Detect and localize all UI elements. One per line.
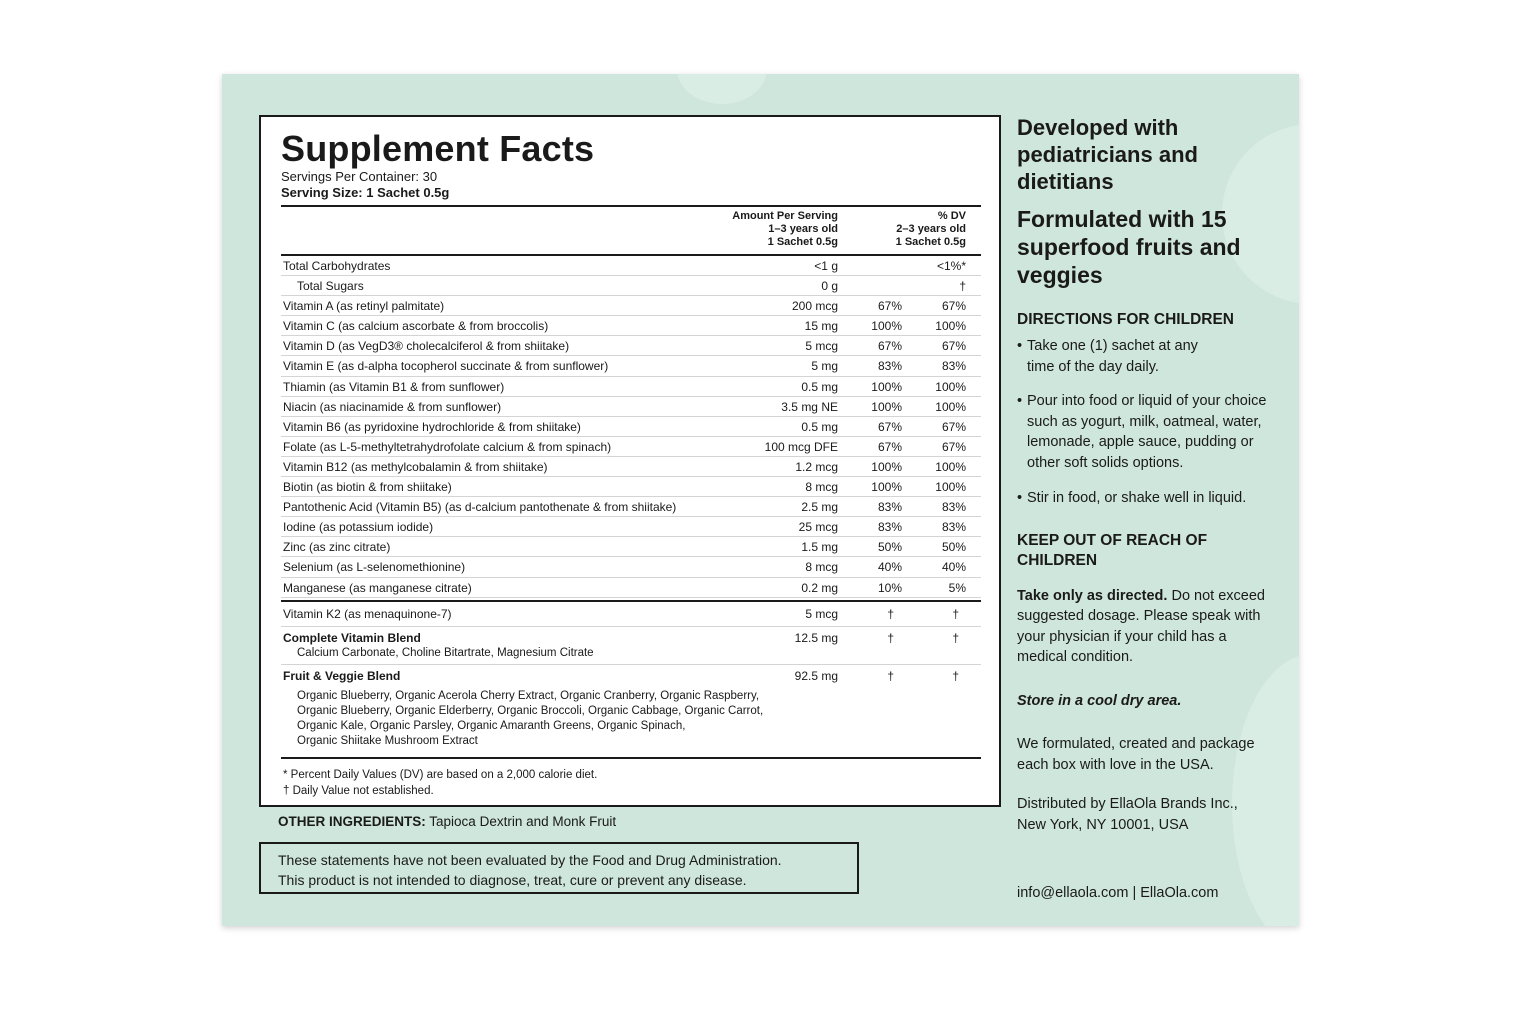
nutrient-name: Folate (as L-5-methyltetrahydrofolate calcium & from spinach): [283, 439, 612, 454]
divider: [281, 757, 981, 759]
nutrient-row: [281, 457, 981, 477]
nutrient-name: Total Sugars: [297, 279, 364, 294]
divider: [281, 205, 981, 207]
headline-formulated: Formulated with 15 superfood fruits and veggies: [1017, 206, 1241, 288]
nutrient-dv-2-3: 83%: [941, 359, 966, 374]
nutrient-dv-2-3: †: [959, 279, 966, 294]
nutrient-row: [281, 578, 981, 598]
nutrient-amount: 3.5 mg NE: [781, 399, 838, 414]
nutrient-amount: 8 mcg: [805, 560, 838, 575]
dv-header: % DV 2–3 years old 1 Sachet 0.5g: [895, 210, 966, 248]
direction-item: • Take one (1) sachet at any time of the day daily.: [1017, 336, 1287, 377]
nutrient-dv-2-3: 67%: [941, 299, 966, 314]
nutrient-amount: 15 mg: [804, 319, 838, 334]
nutrient-dv-2-3: 100%: [935, 480, 966, 495]
nutrient-amount: 1.2 mcg: [795, 459, 838, 474]
nutrient-amount: 0.2 mg: [801, 580, 838, 595]
nutrient-dv-2-3: <1%*: [936, 259, 966, 273]
vitamin-blend-row: Complete Vitamin Blend Calcium Carbonate, Choline Bitartrate, Magnesium Citrate 12.5 mg † †: [281, 627, 981, 665]
nutrient-dv-1-3: 100%: [871, 459, 902, 474]
nutrient-row: [281, 397, 981, 417]
headline-developed: Developed with pediatricians and dietitians: [1017, 115, 1198, 194]
other-ingredients-value: Tapioca Dextrin and Monk Fruit: [429, 814, 617, 829]
nutrient-row: [281, 256, 981, 276]
nutrient-dv-1-3: 100%: [871, 319, 902, 334]
nutrient-amount: 1.5 mg: [801, 540, 838, 555]
nutrient-amount: 0.5 mg: [801, 379, 838, 394]
nutrient-dv-1-3: 83%: [877, 359, 902, 374]
nutrient-name: Total Carbohydrates: [283, 259, 391, 273]
nutrient-dv-1-3: 100%: [871, 399, 902, 414]
footnote-dagger: † Daily Value not established.: [283, 784, 434, 797]
distributor: Distributed by EllaOla Brands Inc., New York, NY 10001, USA: [1017, 796, 1238, 833]
nutrient-row: [281, 477, 981, 497]
nutrient-dv-2-3: 67%: [941, 339, 966, 354]
nutrient-row: [281, 417, 981, 437]
nutrient-row: [281, 497, 981, 517]
product-box-back: [222, 74, 1299, 926]
nutrient-dv-2-3: 5%: [948, 580, 966, 595]
supplement-facts-panel: [259, 115, 1001, 807]
nutrient-name: Biotin (as biotin & from shiitake): [283, 480, 452, 495]
nutrient-dv-2-3: 50%: [941, 540, 966, 555]
nutrient-row: [281, 356, 981, 376]
nutrient-row: [281, 276, 981, 296]
nutrient-dv-1-3: 67%: [877, 439, 902, 454]
nutrient-dv-2-3: 100%: [935, 379, 966, 394]
nutrient-dv-1-3: 50%: [877, 540, 902, 555]
nutrient-row: [281, 437, 981, 457]
nutrient-dv-1-3: 67%: [877, 299, 902, 314]
storage-note: Store in a cool dry area.: [1017, 692, 1182, 709]
nutrient-amount: 8 mcg: [805, 480, 838, 495]
nutrient-name: Selenium (as L-selenomethionine): [283, 560, 466, 575]
nutrient-name: Vitamin A (as retinyl palmitate): [283, 299, 445, 314]
nutrient-dv-1-3: 67%: [877, 419, 902, 434]
nutrient-name: Vitamin B6 (as pyridoxine hydrochloride & from shiitake): [283, 419, 581, 434]
fda-disclaimer: These statements have not been evaluated by the Food and Drug Administration. This product is not intended to diagnose, treat, cure or prevent any disease.: [259, 842, 859, 894]
nutrient-row: [281, 377, 981, 397]
other-ingredients: [278, 814, 616, 829]
nutrient-name: Manganese (as manganese citrate): [283, 580, 472, 595]
nutrient-row: [281, 316, 981, 336]
nutrient-rows: [281, 256, 981, 598]
nutrient-name: Vitamin C (as calcium ascorbate & from broccolis): [283, 319, 549, 334]
nutrient-amount: <1 g: [814, 259, 838, 273]
other-ingredients-label: OTHER INGREDIENTS:: [278, 814, 426, 829]
nutrient-row: [281, 336, 981, 356]
facts-title: Supplement Facts: [281, 128, 595, 169]
nutrient-name: Thiamin (as Vitamin B1 & from sunflower): [283, 379, 505, 394]
made-with-love: We formulated, created and package each box with love in the USA.: [1017, 736, 1255, 773]
nutrient-dv-1-3: 40%: [877, 560, 902, 575]
nutrient-dv-2-3: 100%: [935, 399, 966, 414]
footnote-dv: * Percent Daily Values (DV) are based on a 2,000 calorie diet.: [283, 768, 598, 781]
column-headers: [281, 210, 981, 254]
decorative-blob: [677, 74, 767, 104]
nutrient-dv-2-3: 40%: [941, 560, 966, 575]
nutrient-amount: 5 mcg: [805, 339, 838, 354]
direction-item: • Pour into food or liquid of your choice such as yogurt, milk, oatmeal, water, lemonade, apple sauce, pudding or other soft solids options.: [1017, 391, 1287, 473]
nutrient-amount: 100 mcg DFE: [764, 439, 838, 454]
nutrient-name: Vitamin D (as VegD3® cholecalciferol & from shiitake): [283, 339, 570, 354]
fruit-veggie-blend-row: Fruit & Veggie Blend 92.5 mg † † Organic Blueberry, Organic Acerola Cherry Extract, Organic Cranberry, Organic Raspberry, Organic Blueberry, Organic Elderberry, Organic Broccoli, Organic Cabbage, Organic Carrot, Organic Kale, Organic Parsley, Organic Amaranth Greens, Organic Spinach, Organic Shiitake Mushroom Extract: [283, 668, 959, 747]
nutrient-dv-1-3: 83%: [877, 520, 902, 535]
nutrient-dv-2-3: 67%: [941, 439, 966, 454]
nutrient-row: [281, 537, 981, 557]
nutrient-name: Vitamin E (as d-alpha tocopherol succinate & from sunflower): [283, 359, 609, 374]
nutrient-dv-2-3: 83%: [941, 500, 966, 515]
vitamin-k2-row: Vitamin K2 (as menaquinone-7) 5 mcg † †: [281, 602, 981, 627]
footnotes: [281, 767, 981, 799]
nutrient-dv-2-3: 67%: [941, 419, 966, 434]
fruit-blend-ingredients: Organic Blueberry, Organic Acerola Cherry Extract, Organic Cranberry, Organic Raspberry, Organic Blueberry, Organic Elderberry, Organic Broccoli, Organic Cabbage, Organic Carrot, Organic Kale, Organic Parsley, Organic Amaranth Greens, Organic Spinach, Organic Shiitake Mushroom Extract: [297, 689, 764, 747]
side-panel: [1017, 114, 1287, 904]
nutrient-dv-1-3: 10%: [877, 580, 902, 595]
nutrient-amount: 0.5 mg: [801, 419, 838, 434]
directions-title: DIRECTIONS FOR CHILDREN: [1017, 311, 1234, 328]
directions-list: [1017, 336, 1287, 509]
nutrient-amount: 25 mcg: [798, 520, 838, 535]
nutrient-amount: 0 g: [821, 279, 838, 294]
dosage-warning: Take only as directed. Do not exceed suggested dosage. Please speak with your physician if your child has a medical condition.: [1017, 587, 1265, 665]
nutrient-dv-1-3: 83%: [877, 500, 902, 515]
contact-info: info@ellaola.com | EllaOla.com: [1017, 885, 1219, 901]
nutrient-dv-1-3: 100%: [871, 480, 902, 495]
keep-out-warning-title: KEEP OUT OF REACH OF CHILDREN: [1017, 531, 1208, 569]
amount-header: Amount Per Serving 1–3 years old 1 Sachet 0.5g: [732, 210, 838, 248]
nutrient-dv-2-3: 100%: [935, 459, 966, 474]
nutrient-amount: 2.5 mg: [801, 500, 838, 515]
servings-per-container: Servings Per Container: 30: [281, 169, 438, 184]
nutrient-name: Niacin (as niacinamide & from sunflower): [283, 399, 502, 414]
nutrient-amount: 5 mg: [811, 359, 838, 374]
nutrient-dv-1-3: 67%: [877, 339, 902, 354]
nutrient-row: [281, 557, 981, 577]
nutrient-name: Vitamin B12 (as methylcobalamin & from shiitake): [283, 459, 548, 474]
nutrient-name: Iodine (as potassium iodide): [283, 520, 434, 535]
nutrient-row: [281, 517, 981, 537]
nutrient-amount: 200 mcg: [791, 299, 838, 314]
nutrient-name: Zinc (as zinc citrate): [283, 540, 391, 555]
nutrient-row: [281, 296, 981, 316]
nutrient-dv-2-3: 83%: [941, 520, 966, 535]
nutrient-name: Pantothenic Acid (Vitamin B5) (as d-calcium pantothenate & from shiitake): [283, 500, 677, 515]
serving-size: Serving Size: 1 Sachet 0.5g: [281, 185, 450, 200]
direction-item: • Stir in food, or shake well in liquid.: [1017, 488, 1287, 509]
nutrient-dv-2-3: 100%: [935, 319, 966, 334]
nutrient-dv-1-3: 100%: [871, 379, 902, 394]
